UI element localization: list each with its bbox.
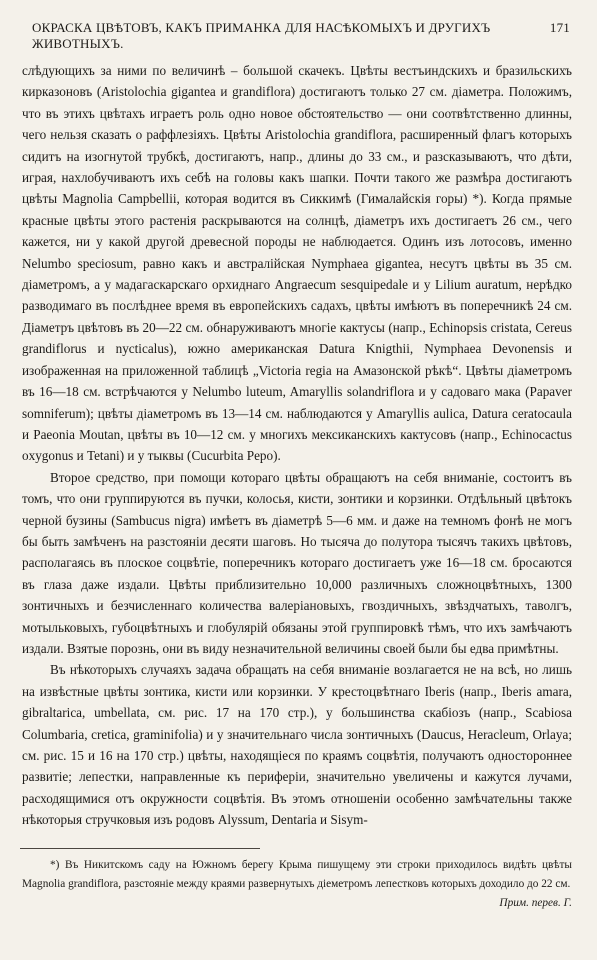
footnote-text: *) Въ Никитскомъ саду на Южномъ берегу Крыма пишущему эти строки приходилось видѣть цвѣты Magnolia grandiflora, разстояніе между краями развернутыхъ діеметромъ лепестковъ которыхъ доходило до 22 см. <box>22 859 572 890</box>
footnote <box>22 856 572 913</box>
paragraph: Въ нѣкоторыхъ случаяхъ задача обращать на себя вниманіе возлагается не на всѣ, но лишь на извѣстные цвѣты зонтика, кисти или корзинки. У крестоцвѣтнаго Iberis (напр., Iberis amara, gibraltarica, umbellata, см. рис. 17 на 170 стр.), у большинства скабіозъ (напр., Scabiosa Columbaria, cretica, graminifolia) и у значительнаго числа зонтичныхъ (Daucus, Heracleum, Orlaya; см. рис. 15 и 16 на 170 стр.) цвѣты, находящіеся по краямъ соцвѣтія, получаютъ одностороннее развитіе; лепестки, направленные къ периферіи, значительно увеличены и кажутся лучами, расходящимися отъ окружности соцвѣтія. Въ этомъ отношеніи особенно замѣчательны также нѣкоторыя стручковыя изъ родовъ Alyssum, Dentaria и Sisym- <box>22 662 572 828</box>
running-title: ОКРАСКА ЦВѢТОВЪ, КАКЪ ПРИМАНКА ДЛЯ НАСѢКОМЫХЪ И ДРУГИХЪ ЖИВОТНЫХЪ. <box>32 20 491 51</box>
running-header <box>22 20 572 51</box>
main-text <box>22 60 572 831</box>
footnote-divider <box>20 848 260 849</box>
paragraph: Второе средство, при помощи котораго цвѣты обращаютъ на себя вниманіе, состоитъ въ томъ, что они группируются въ пучки, колосья, кисти, зонтики и корзинки. Отдѣльный цвѣтокъ черной бузины (Sambucus nigra) имѣетъ въ діаметрѣ 5—6 мм. и даже на темномъ фонѣ не могъ бы быть замѣченъ на разстояніи десяти шаговъ. Но тысяча до полутора тысячъ такихъ цвѣтовъ, располагаясь въ плоское соцвѣтіе, поперечникъ котораго достигаетъ уже 16—18 см. бросаются въ глаза даже издали. Цвѣты приблизительно 10,000 различныхъ сложноцвѣтныхъ, 1300 зонтичныхъ и безчисленнаго количества валеріановыхъ, гвоздичныхъ, звѣздчатыхъ, таволгъ, мотыльковыхъ, губоцвѣтныхъ и глобулярій обязаны этой группировкѣ тѣмъ, что ихъ замѣчаютъ издали. Взятые порознь, они въ виду незначительной величины своей были бы едва примѣтны. <box>22 469 572 656</box>
page-number: 171 <box>549 20 570 35</box>
paragraph: слѣдующихъ за ними по величинѣ – большой скачекъ. Цвѣты вестъиндскихъ и бразильскихъ кирказоновъ (Aristolochia gigantea и grandiflora) достигаютъ только 27 см. діаметра. Положимъ, что въ этихъ цвѣтахъ играетъ роль одно новое обстоятельство — они соотвѣтственно длинны, чего нельзя сказать о раффлезіяхъ. Цвѣты Aristolochia grandiflora, расширенный флагъ которыхъ сидитъ на изогнутой трубкѣ, достигаютъ, напр., длины до 33 см., и разсказываютъ, что дѣти, играя, нахлобучиваютъ ихъ себѣ на головы какъ шапки. Почти такого же размѣра достигаютъ цвѣты Magnolia Campbellii, которая водится въ Сиккимѣ (Гималайскія горы) *). Когда прямые красные цвѣты этого растенія раскрываются на солнцѣ, діаметръ ихъ достигаетъ 26 см., чего кажется, ни у какой другой древесной породы не наблюдается. Одинъ изъ лотосовъ, именно Nelumbo speciosum, равно какъ и австралійская Nymphaea gigantea, несутъ цвѣты въ 35 см. діаметромъ, а у мадагаскарскаго орхиднаго Angraecum sesquipedale и у Lilium auratum, нерѣдко разводимаго въ послѣднее время въ европейскихъ садахъ, цвѣты имѣютъ въ поперечникѣ 24 см. Діаметръ цвѣтовъ въ 20—22 см. обнаруживаютъ многіе кактусы (напр., Echinopsis cristata, Cereus grandiflorus и nycticalus), южно американская Datura Knigthii, Nymphaea Devonensis и изображенная на приложенной таблицѣ „Victoria regia на Амазонской рѣкѣ“. Цвѣты діаметромъ въ 16—18 см. встрѣчаются у Nelumbo luteum, Amaryllis solandriflora и у садоваго мака (Papaver somniferum); цвѣты діаметромъ въ 13—14 см. наблюдаются у Amaryllis aulica, Datura ceratocaula и Paeonia Moutan, цвѣты въ 10—12 см. у многихъ мексиканскихъ кактусовъ (напр., Echinocactus oxygonus и Tetani) и у тыквы (Cucurbita Pepo). <box>22 63 572 464</box>
footnote-signature: Прим. перев. Г. <box>499 897 572 909</box>
